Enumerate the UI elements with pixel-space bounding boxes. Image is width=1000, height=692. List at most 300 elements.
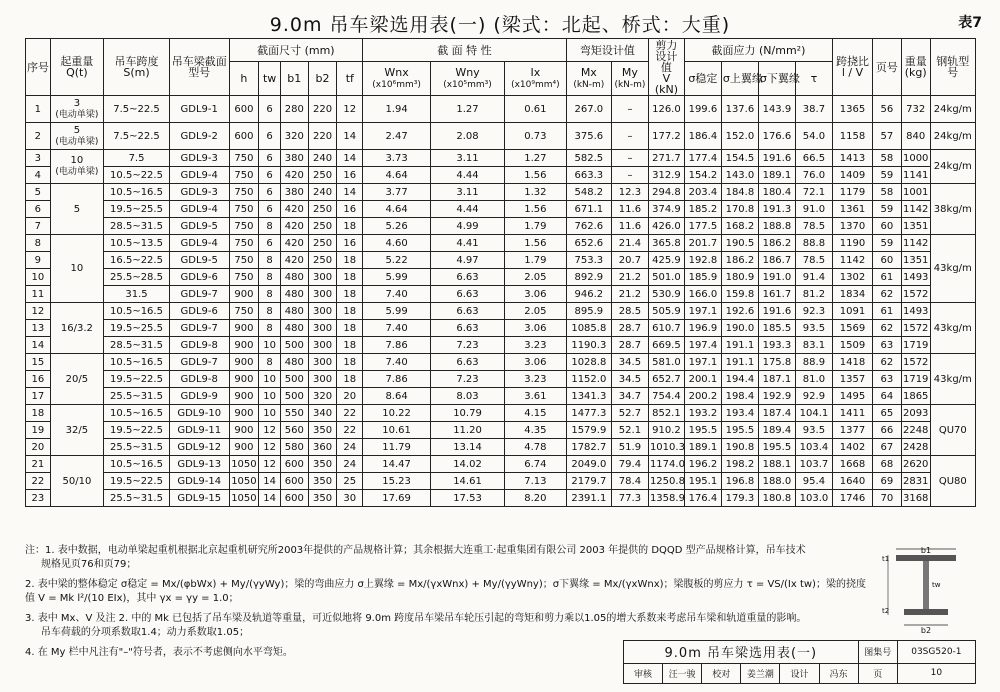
cell-value: 18 [337, 252, 363, 269]
cell-value: 1358.9 [648, 490, 684, 507]
cell-value: 1.56 [505, 167, 567, 184]
cell-value: 250 [308, 167, 337, 184]
cell-value: 11.6 [611, 218, 648, 235]
cell-value: 2.47 [363, 123, 431, 150]
cell-value: 191.6 [758, 150, 795, 167]
cell-value: 18 [337, 303, 363, 320]
cell-value: 500 [280, 371, 308, 388]
cell-value: 188.1 [758, 456, 795, 473]
cell-value: 185.5 [758, 320, 795, 337]
cell-value: 1357 [832, 371, 872, 388]
cell-value: 1174.0 [648, 456, 684, 473]
cell-value: 1402 [832, 439, 872, 456]
cell-value: 8 [259, 303, 281, 320]
cell-value: 104.1 [795, 405, 832, 422]
cell-seq: 5 [26, 184, 51, 201]
cell-value: 250 [308, 235, 337, 252]
cell-value: 59 [873, 167, 902, 184]
cell-value: 374.9 [648, 201, 684, 218]
cell-value: 59 [873, 201, 902, 218]
cell-value: 671.1 [566, 201, 611, 218]
cell-value: 1572 [901, 354, 930, 371]
cell-value: 191.3 [758, 201, 795, 218]
col-weight: 重量 (kg) [901, 39, 930, 96]
table-row [26, 422, 976, 439]
cell-value: 300 [308, 371, 337, 388]
cell-value: 3.23 [505, 371, 567, 388]
cell-model: GDL9-7 [169, 320, 229, 337]
cell-seq: 6 [26, 201, 51, 218]
cell-value: 426.0 [648, 218, 684, 235]
col-s2: σ上翼缘 [721, 62, 758, 96]
cell-model: GDL9-14 [169, 473, 229, 490]
cell-value: 1.27 [431, 96, 505, 123]
cell-value: 1579.9 [566, 422, 611, 439]
cell-value: – [611, 123, 648, 150]
cell-value: 300 [308, 320, 337, 337]
cell-value: 3.11 [431, 184, 505, 201]
cell-value: 4.78 [505, 439, 567, 456]
cell-span: 7.5~22.5 [104, 123, 170, 150]
cell-span: 31.5 [104, 286, 170, 303]
cell-value: 420 [280, 201, 308, 218]
cell-value: 28.7 [611, 337, 648, 354]
cell-value: 83.1 [795, 337, 832, 354]
cell-value: 4.64 [363, 201, 431, 218]
cell-model: GDL9-15 [169, 490, 229, 507]
table-row [26, 218, 976, 235]
cell-seq: 8 [26, 235, 51, 252]
cell-value: 420 [280, 252, 308, 269]
cell-value: 154.2 [684, 167, 721, 184]
titleblock-design-label: 设计 [780, 663, 819, 683]
cell-value: 750 [229, 150, 259, 167]
cell-value: 900 [229, 405, 259, 422]
cell-value: 15.23 [363, 473, 431, 490]
cell-value: 910.2 [648, 422, 684, 439]
cell-value: 425.9 [648, 252, 684, 269]
cell-model: GDL9-4 [169, 167, 229, 184]
cell-value: 95.4 [795, 473, 832, 490]
cell-rail: 38kg/m [930, 184, 975, 235]
cell-value: 16 [337, 235, 363, 252]
cell-rail: 43kg/m [930, 354, 975, 405]
cell-model: GDL9-6 [169, 269, 229, 286]
cell-seq: 4 [26, 167, 51, 184]
cell-value: 3.77 [363, 184, 431, 201]
cell-load: 5 [50, 184, 103, 235]
cell-value: 1.56 [505, 201, 567, 218]
cell-value: 16 [337, 167, 363, 184]
table-row [26, 303, 976, 320]
col-seq: 序号 [26, 39, 51, 96]
cell-value: 93.5 [795, 320, 832, 337]
cell-value: 750 [229, 269, 259, 286]
cell-value: 2428 [901, 439, 930, 456]
table-row [26, 123, 976, 150]
cell-value: 1152.0 [566, 371, 611, 388]
cell-value: 220 [308, 123, 337, 150]
cell-value: 271.7 [648, 150, 684, 167]
cell-value: 30 [337, 490, 363, 507]
cell-value: 2.08 [431, 123, 505, 150]
cell-span: 16.5~22.5 [104, 252, 170, 269]
cell-seq: 12 [26, 303, 51, 320]
cell-value: 185.2 [684, 201, 721, 218]
cell-value: 4.99 [431, 218, 505, 235]
cell-value: 7.40 [363, 286, 431, 303]
cell-span: 19.5~25.5 [104, 201, 170, 218]
cell-value: 1865 [901, 388, 930, 405]
cell-value: 199.6 [684, 96, 721, 123]
cell-value: 1142 [901, 201, 930, 218]
cell-value: 2093 [901, 405, 930, 422]
titleblock-reviewer: 汪一骏 [663, 663, 702, 683]
cell-value: 175.8 [758, 354, 795, 371]
cell-value: 59 [873, 235, 902, 252]
cell-seq: 2 [26, 123, 51, 150]
cell-value: 18 [337, 286, 363, 303]
cell-value: 198.4 [721, 388, 758, 405]
cell-value: 240 [308, 150, 337, 167]
cell-model: GDL9-4 [169, 201, 229, 218]
cell-value: 580 [280, 439, 308, 456]
cell-value: 10 [259, 405, 281, 422]
cell-value: 18 [337, 218, 363, 235]
cell-value: 380 [280, 184, 308, 201]
table-row [26, 439, 976, 456]
cell-value: 380 [280, 150, 308, 167]
cell-value: 300 [308, 337, 337, 354]
cell-value: 350 [308, 422, 337, 439]
cell-value: 360 [308, 439, 337, 456]
note-3: 3. 表中 Mx、V 及注 2. 中的 Mk 已包括了吊车梁及轨道等重量，可近似地将 9.0m 跨度吊车梁吊车轮压引起的弯矩和剪力乘以1.05的增大系数来考虑吊车梁和轨道重量的影响。 吊车荷载的分项系数取1.4；动力系数取1.05； [25, 613, 807, 638]
cell-rail: 43kg/m [930, 235, 975, 303]
cell-value: 480 [280, 320, 308, 337]
cell-value: 91.0 [795, 201, 832, 218]
cell-value: 78.5 [795, 252, 832, 269]
cell-span: 19.5~22.5 [104, 422, 170, 439]
cell-value: 895.9 [566, 303, 611, 320]
page-title: 9.0m 吊车梁选用表(一) (梁式：北起、桥式：大重) [269, 14, 731, 36]
cell-value: 7.40 [363, 354, 431, 371]
cell-value: 1834 [832, 286, 872, 303]
cell-seq: 11 [26, 286, 51, 303]
cell-value: 34.7 [611, 388, 648, 405]
cell-seq: 3 [26, 150, 51, 167]
cell-value: 4.97 [431, 252, 505, 269]
cell-value: 5.22 [363, 252, 431, 269]
cell-value: 3.73 [363, 150, 431, 167]
cell-value: 18 [337, 320, 363, 337]
cell-seq: 18 [26, 405, 51, 422]
cell-value: 16 [337, 201, 363, 218]
cell-value: 52.7 [611, 405, 648, 422]
crane-beam-table [25, 38, 976, 507]
cell-value: 312.9 [648, 167, 684, 184]
cell-value: 6 [259, 123, 281, 150]
cell-value: 2.05 [505, 269, 567, 286]
cell-value: 92.3 [795, 303, 832, 320]
cell-value: 190.5 [721, 235, 758, 252]
cell-value: 91.4 [795, 269, 832, 286]
cell-value: 2179.7 [566, 473, 611, 490]
cell-value: 1.94 [363, 96, 431, 123]
cell-model: GDL9-7 [169, 286, 229, 303]
cell-value: 4.44 [431, 201, 505, 218]
header [0, 0, 1000, 38]
cell-value: 126.0 [648, 96, 684, 123]
cell-value: 900 [229, 320, 259, 337]
cell-value: 11.6 [611, 201, 648, 218]
cell-value: 900 [229, 371, 259, 388]
cell-value: 1361 [832, 201, 872, 218]
cell-span: 7.5 [104, 150, 170, 167]
note-2: 2. 表中梁的整体稳定 σ稳定 = Mx/(φbWx) + My/(γyWy)；梁的弯曲应力 σ上翼缘 = Mx/(γxWnx) + My/(γyWny)；σ下翼缘 = Mx/(γxWnx)；梁腹板的剪应力 τ = VS/(Ix tw)；梁的挠度值 V = Mk l²/(10 EIx)，其中 γx = γy = 1.0； [25, 579, 866, 604]
cell-value: 5.26 [363, 218, 431, 235]
table-row [26, 388, 976, 405]
cell-value: 530.9 [648, 286, 684, 303]
cell-value: 6.63 [431, 354, 505, 371]
cell-value: 2248 [901, 422, 930, 439]
cell-value: 550 [280, 405, 308, 422]
cell-value: 63 [873, 337, 902, 354]
cell-value: 18 [337, 354, 363, 371]
cell-rail: 43kg/m [930, 303, 975, 354]
cell-value: 1000 [901, 150, 930, 167]
col-b1: b1 [280, 62, 308, 96]
titleblock-check-label: 校对 [702, 663, 741, 683]
cell-value: 669.5 [648, 337, 684, 354]
cell-seq: 1 [26, 96, 51, 123]
cell-value: 6.63 [431, 320, 505, 337]
cell-value: 180.9 [721, 269, 758, 286]
cell-rail: QU80 [930, 456, 975, 507]
cell-value: 180.4 [758, 184, 795, 201]
cell-value: 203.4 [684, 184, 721, 201]
cell-value: 501.0 [648, 269, 684, 286]
cell-value: 560 [280, 422, 308, 439]
cell-value: 3.23 [505, 337, 567, 354]
cell-value: 3.11 [431, 150, 505, 167]
col-section-props: 截 面 特 性 [363, 39, 567, 62]
cell-value: 300 [308, 303, 337, 320]
cell-value: 350 [308, 456, 337, 473]
cell-value: 1190.3 [566, 337, 611, 354]
cell-value: 21.2 [611, 286, 648, 303]
cell-value: 480 [280, 303, 308, 320]
cell-value: 21.4 [611, 235, 648, 252]
cell-value: 220 [308, 96, 337, 123]
cell-value: 1640 [832, 473, 872, 490]
titleblock-name: 9.0m 吊车梁选用表(一) [624, 641, 859, 664]
cell-value: 56 [873, 96, 902, 123]
col-section-size: 截面尺寸 (mm) [229, 39, 363, 62]
cell-model: GDL9-5 [169, 218, 229, 235]
cell-value: 13.14 [431, 439, 505, 456]
cell-value: 189.1 [758, 167, 795, 184]
cell-value: 600 [229, 96, 259, 123]
cell-value: 8.03 [431, 388, 505, 405]
col-my: My (kN-m) [611, 62, 648, 96]
cell-value: 194.4 [721, 371, 758, 388]
cell-value: 1142 [832, 252, 872, 269]
cell-value: 20 [337, 388, 363, 405]
cell-value: 8 [259, 320, 281, 337]
cell-value: 1782.7 [566, 439, 611, 456]
cell-value: 892.9 [566, 269, 611, 286]
cell-value: 1370 [832, 218, 872, 235]
cell-value: 179.3 [721, 490, 758, 507]
cell-value: 852.1 [648, 405, 684, 422]
cell-value: 750 [229, 235, 259, 252]
cell-value: 10 [259, 388, 281, 405]
cell-value: 3168 [901, 490, 930, 507]
cell-span: 10.5~16.5 [104, 303, 170, 320]
cell-value: 188.8 [758, 218, 795, 235]
cell-value: 186.2 [721, 252, 758, 269]
cell-value: 250 [308, 218, 337, 235]
cell-value: 8 [259, 252, 281, 269]
cell-model: GDL9-10 [169, 405, 229, 422]
cell-value: 186.2 [758, 235, 795, 252]
cell-value: 62 [873, 286, 902, 303]
cell-value: 7.40 [363, 320, 431, 337]
table-number: 表7 [958, 15, 982, 31]
cell-value: 750 [229, 201, 259, 218]
table-row [26, 150, 976, 167]
cell-value: 11.79 [363, 439, 431, 456]
cell-value: 340 [308, 405, 337, 422]
cell-value: 176.4 [684, 490, 721, 507]
cell-value: 4.64 [363, 167, 431, 184]
cell-value: 4.15 [505, 405, 567, 422]
cell-value: 193.4 [721, 405, 758, 422]
cell-value: 191.1 [721, 337, 758, 354]
cell-value: 54.0 [795, 123, 832, 150]
cell-value: 600 [280, 473, 308, 490]
cell-value: 58 [873, 184, 902, 201]
cell-seq: 13 [26, 320, 51, 337]
cell-value: 60 [873, 218, 902, 235]
cell-model: GDL9-12 [169, 439, 229, 456]
cell-value: 14.02 [431, 456, 505, 473]
cell-value: 1413 [832, 150, 872, 167]
titleblock-page-no: 10 [897, 663, 975, 683]
cell-value: 1.79 [505, 252, 567, 269]
cell-value: 61 [873, 269, 902, 286]
cell-value: 200.1 [684, 371, 721, 388]
cell-value: 6 [259, 96, 281, 123]
cell-value: 22 [337, 405, 363, 422]
cell-value: 1746 [832, 490, 872, 507]
cell-value: 600 [280, 456, 308, 473]
cell-value: 189.4 [758, 422, 795, 439]
cell-load: 20/5 [50, 354, 103, 405]
cell-value: 10.22 [363, 405, 431, 422]
cell-value: 193.3 [758, 337, 795, 354]
cell-value: 184.8 [721, 184, 758, 201]
cell-value: 191.1 [721, 354, 758, 371]
cell-value: 177.5 [684, 218, 721, 235]
col-shear: 剪力设计值 V (kN) [648, 39, 684, 96]
cell-value: 81.2 [795, 286, 832, 303]
cell-value: 197.1 [684, 303, 721, 320]
cell-value: 1.32 [505, 184, 567, 201]
cell-value: 14.47 [363, 456, 431, 473]
cell-value: 582.5 [566, 150, 611, 167]
cell-value: 78.5 [795, 218, 832, 235]
cell-value: 154.5 [721, 150, 758, 167]
col-h: h [229, 62, 259, 96]
table-row [26, 473, 976, 490]
cell-value: 6 [259, 184, 281, 201]
table-row [26, 269, 976, 286]
cell-value: 420 [280, 235, 308, 252]
cell-model: GDL9-9 [169, 388, 229, 405]
cell-value: 12.3 [611, 184, 648, 201]
table-row [26, 201, 976, 218]
cell-value: 68 [873, 456, 902, 473]
cell-value: 180.8 [758, 490, 795, 507]
cell-value: 1158 [832, 123, 872, 150]
table-row [26, 354, 976, 371]
cell-value: 137.6 [721, 96, 758, 123]
cell-value: 22 [337, 422, 363, 439]
col-span: 吊车跨度 S(m) [104, 39, 170, 96]
table-row [26, 456, 976, 473]
cell-load: 5 (电动单梁) [50, 123, 103, 150]
cell-value: 67 [873, 439, 902, 456]
cell-span: 28.5~31.5 [104, 337, 170, 354]
cell-value: 88.8 [795, 235, 832, 252]
cell-value: 103.0 [795, 490, 832, 507]
cell-value: 195.5 [721, 422, 758, 439]
cell-value: 170.8 [721, 201, 758, 218]
cell-model: GDL9-11 [169, 422, 229, 439]
cell-value: 8 [259, 269, 281, 286]
cell-span: 25.5~31.5 [104, 490, 170, 507]
cell-value: 267.0 [566, 96, 611, 123]
col-ix: Ix (x10⁹mm⁴) [505, 62, 567, 96]
cell-value: 17.53 [431, 490, 505, 507]
cell-value: 1719 [901, 371, 930, 388]
table-row [26, 371, 976, 388]
cell-value: 62 [873, 320, 902, 337]
cell-value: 185.9 [684, 269, 721, 286]
table-row [26, 96, 976, 123]
cell-value: 187.4 [758, 405, 795, 422]
cell-value: 2.05 [505, 303, 567, 320]
col-s1: σ稳定 [684, 62, 721, 96]
cell-span: 7.5~22.5 [104, 96, 170, 123]
cell-value: 20.7 [611, 252, 648, 269]
cell-value: 1050 [229, 456, 259, 473]
cell-value: 14 [259, 490, 281, 507]
cell-value: 177.2 [648, 123, 684, 150]
cell-value: 900 [229, 422, 259, 439]
svg-text:t1: t1 [882, 555, 890, 563]
cell-value: 1572 [901, 286, 930, 303]
cell-value: 1351 [901, 218, 930, 235]
cell-value: 193.2 [684, 405, 721, 422]
cell-value: 6 [259, 201, 281, 218]
cell-value: 8 [259, 354, 281, 371]
cell-span: 19.5~22.5 [104, 371, 170, 388]
col-wny: Wny (x10⁵mm³) [431, 62, 505, 96]
cell-value: 300 [308, 354, 337, 371]
titleblock-set-no: 03SG520-1 [897, 641, 975, 664]
